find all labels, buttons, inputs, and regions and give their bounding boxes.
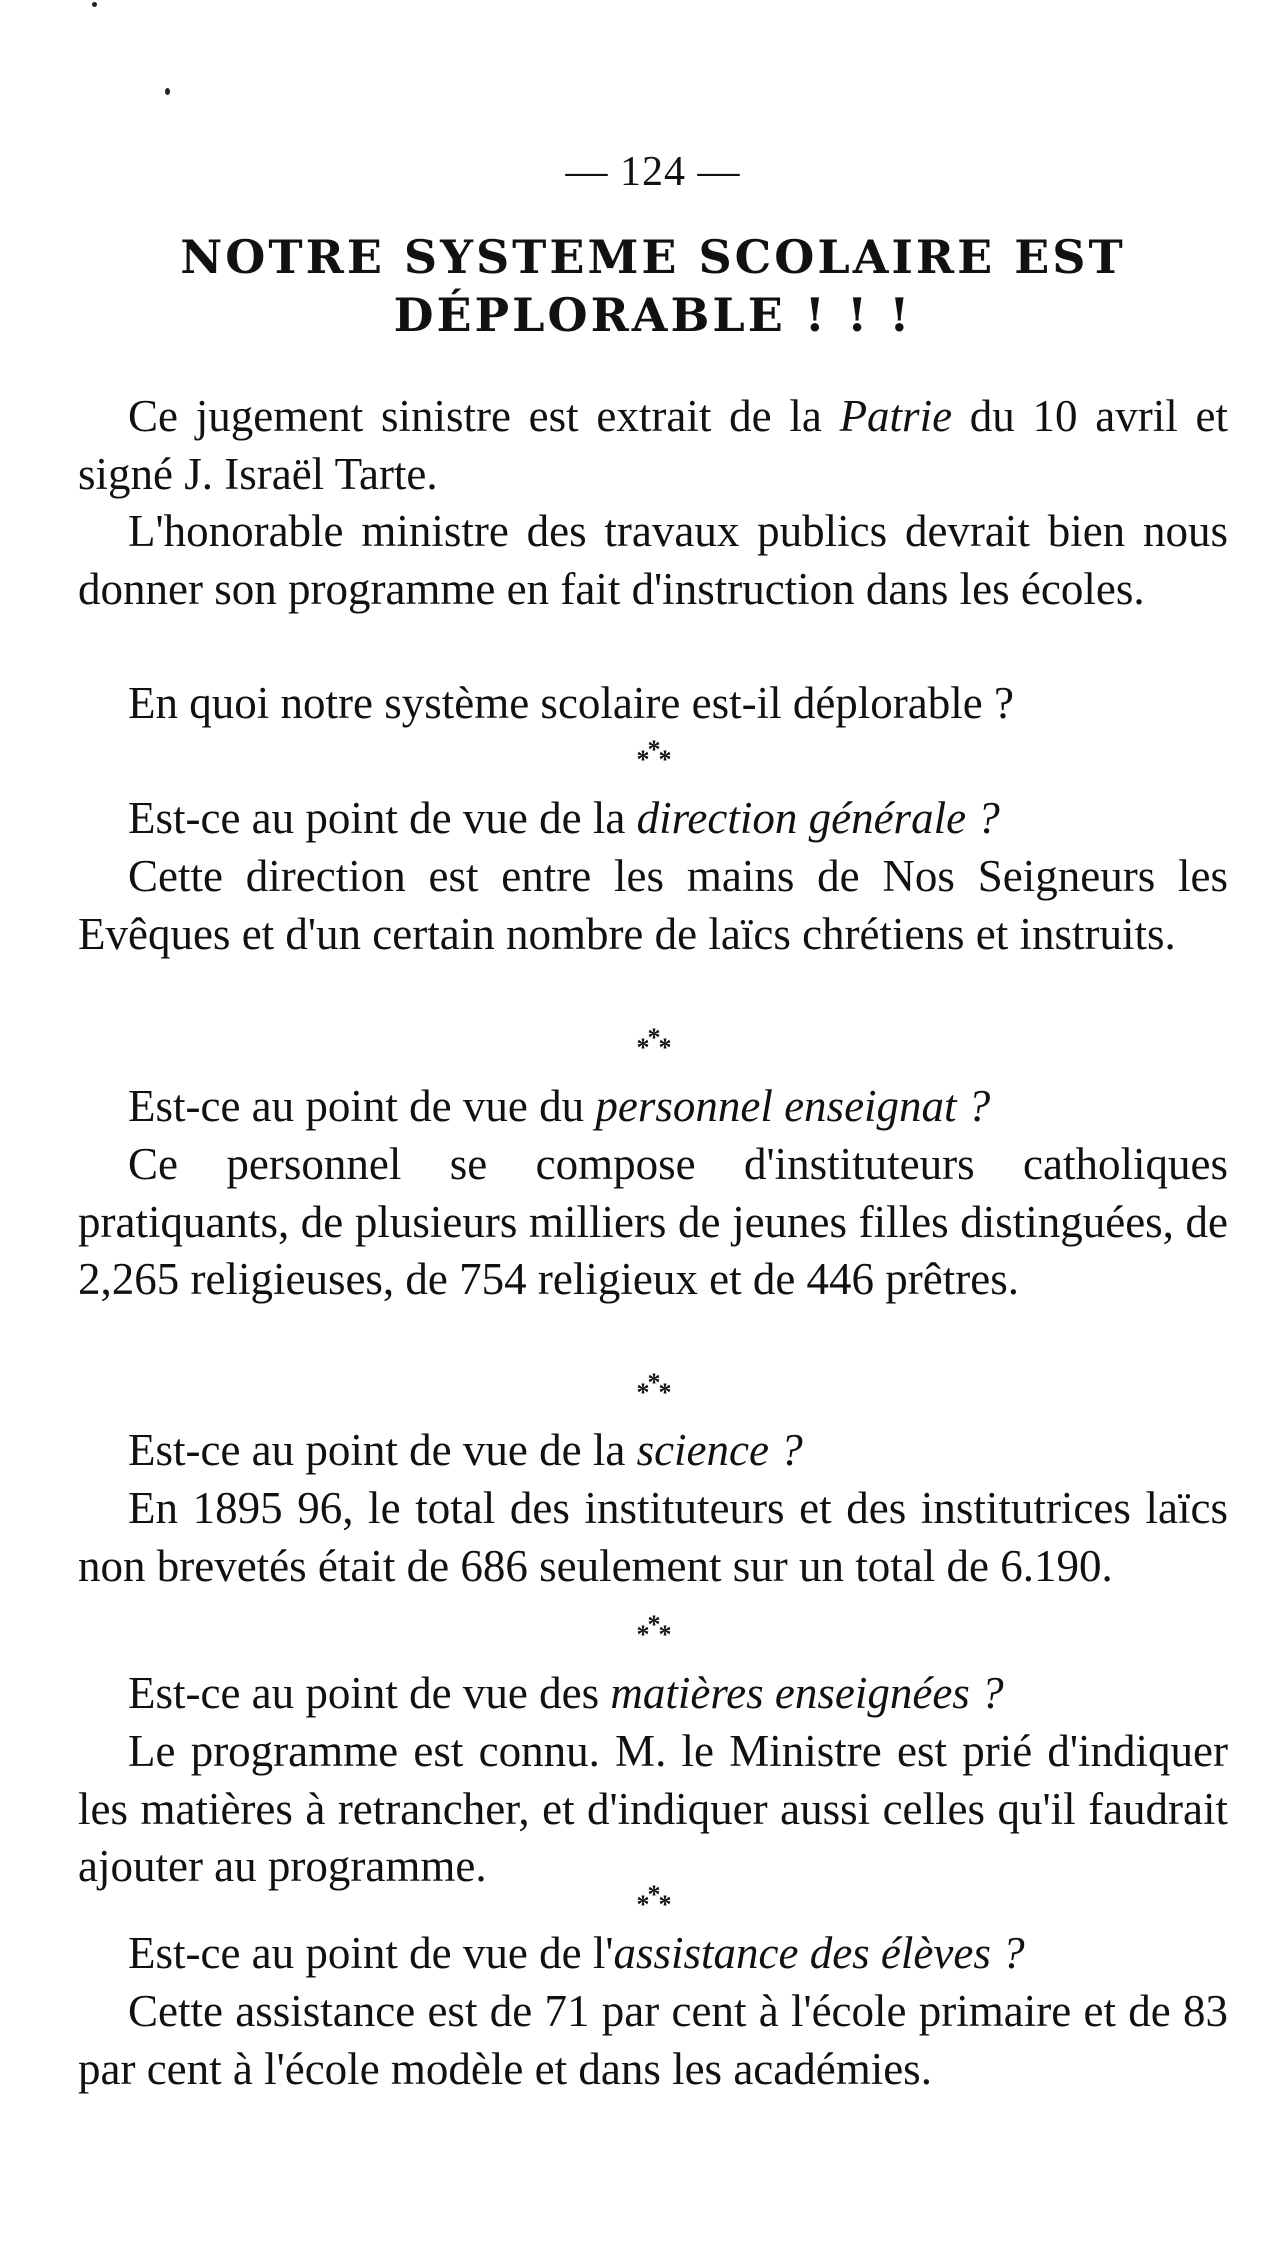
book-page: [78, 0, 1228, 2257]
answer-science: En 1895 96, le total des instituteurs et des institutrices laïcs non brevetés était de 686 seulement sur un total de 6.190.: [78, 1483, 1228, 1591]
answer-matieres: Le programme est connu. M. le Ministre est prié d'indiquer les matières à retrancher, et d'indiquer aussi celles qu'il faudrait ajouter au programme.: [78, 1726, 1228, 1891]
question-topic: science ?: [636, 1425, 803, 1475]
answer-assistance: Cette assistance est de 71 par cent à l'école primaire et de 83 par cent à l'école modèle et dans les académies.: [78, 1986, 1228, 2094]
paragraph-intro-quote: Ce jugement sinistre est extrait de la Patrie du 10 avril et signé J. Israël Tarte.: [78, 391, 1228, 499]
chapter-title-line-2: DÉPLORABLE ! ! !: [393, 288, 913, 342]
ink-speck: [92, 2, 97, 7]
asterism-divider: ***: [636, 1880, 670, 1919]
question-matieres: Est-ce au point de vue des matières enseignées ?: [128, 1668, 1004, 1718]
asterism-divider: ***: [636, 1368, 670, 1407]
answer-direction: Cette direction est entre les mains de Nos Seigneurs les Evêques et d'un certain nombre de laïcs chrétiens et instruits.: [78, 851, 1228, 959]
question-topic: direction générale ?: [636, 793, 1000, 843]
chapter-title-line-1: NOTRE SYSTEME SCOLAIRE EST: [180, 230, 1126, 284]
question-assistance: Est-ce au point de vue de l'assistance des élèves ?: [128, 1928, 1025, 1978]
ink-speck: [165, 88, 170, 95]
question-direction: Est-ce au point de vue de la direction générale ?: [128, 793, 1000, 843]
answer-personnel: Ce personnel se compose d'instituteurs catholiques pratiquants, de plusieurs milliers de jeunes filles distinguées, de 2,265 religieuses, de 754 religieux et de 446 prêtres.: [78, 1139, 1228, 1304]
paragraph-question: En quoi notre système scolaire est-il déplorable ?: [128, 678, 1014, 728]
question-topic: matières enseignées ?: [610, 1668, 1004, 1718]
page-number: — 124 —: [565, 149, 741, 195]
newspaper-name: Patrie: [839, 391, 953, 441]
question-topic: personnel enseignat ?: [595, 1081, 991, 1131]
question-science: Est-ce au point de vue de la science ?: [128, 1425, 803, 1475]
paragraph-minister: L'honorable ministre des travaux publics devrait bien nous donner son programme en fait d'instruction dans les écoles.: [78, 506, 1228, 614]
asterism-divider: ***: [636, 1610, 670, 1649]
asterism-divider: ***: [636, 735, 670, 774]
chapter-title: [78, 228, 1228, 344]
asterism-divider: ***: [636, 1023, 670, 1062]
question-topic: assistance des élèves ?: [613, 1928, 1025, 1978]
question-personnel: Est-ce au point de vue du personnel enseignat ?: [128, 1081, 991, 1131]
